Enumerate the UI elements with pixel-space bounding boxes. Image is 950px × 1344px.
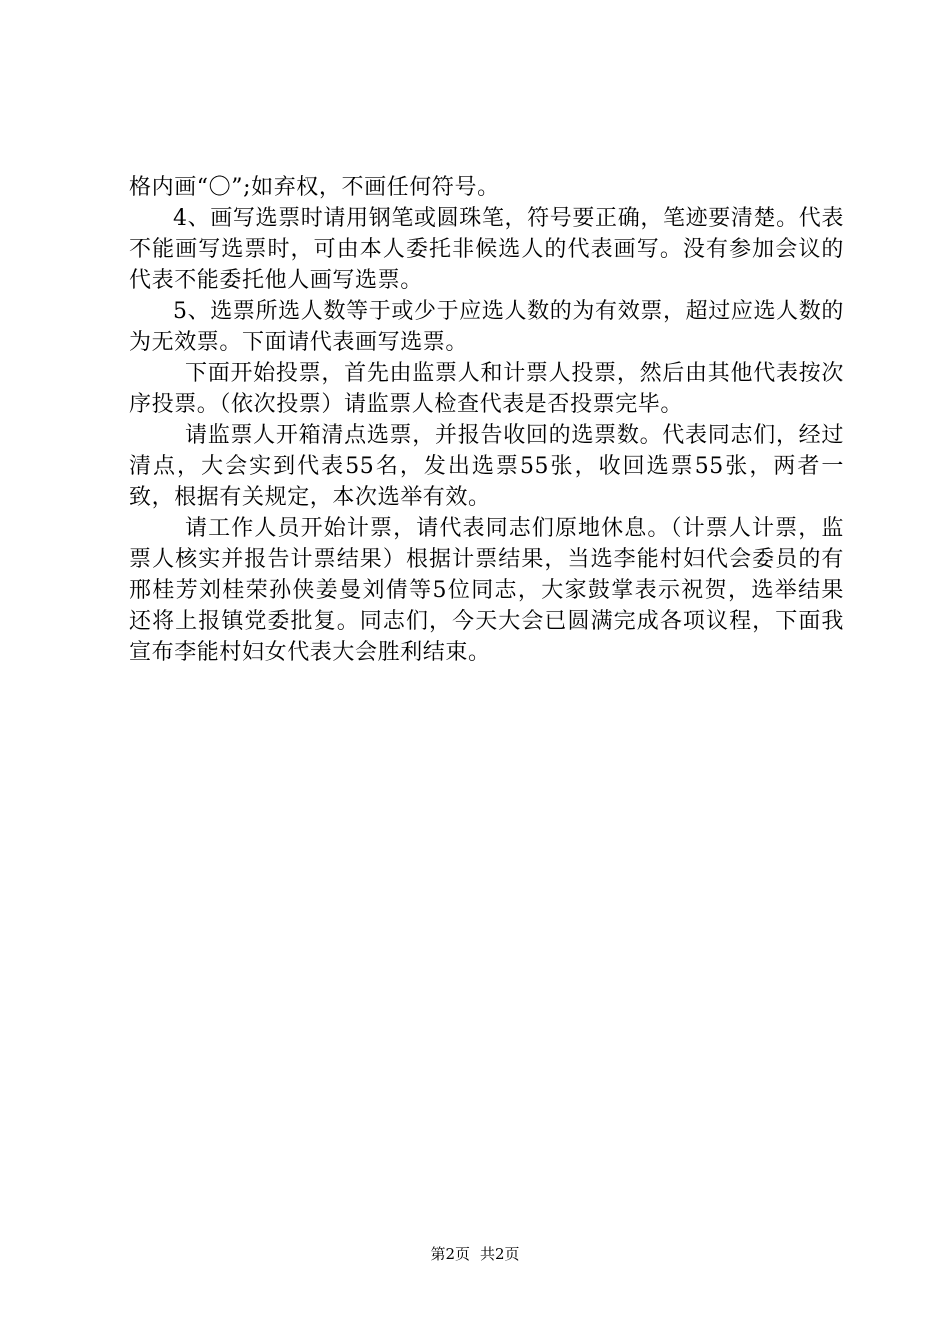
paragraph-writing-instructions: 4、画写选票时请用钢笔或圆珠笔，符号要正确，笔迹要清楚。代表不能画写选票时，可由本人委托非候选人的代表画写。没有参加会议的代表不能委托他人画写选票。	[129, 206, 844, 293]
document-body	[129, 172, 844, 668]
page-footer	[0, 1244, 950, 1264]
paragraph-voting-start: 下面开始投票，首先由监票人和计票人投票，然后由其他代表按次序投票。（依次投票）请监票人检查代表是否投票完毕。	[129, 361, 844, 417]
paragraph-valid-ballot-rule: 5、选票所选人数等于或少于应选人数的为有效票，超过应选人数的为无效票。下面请代表画写选票。	[129, 299, 844, 355]
page-total: 共2页	[480, 1245, 520, 1263]
paragraph-ballot-marking: 格内画“〇”;如弃权，不画任何符号。	[129, 175, 500, 200]
paragraph-election-result: 请工作人员开始计票，请代表同志们原地休息。（计票人计票，监票人核实并报告计票结果）根据计票结果，当选李能村妇代会委员的有邢桂芳刘桂荣孙侠姜曼刘倩等5位同志，大家鼓掌表示祝贺，选举结果还将上报镇党委批复。同志们，今天大会已圆满完成各项议程，下面我宣布李能村妇女代表大会胜利结束。	[129, 516, 844, 665]
page-number: 第2页	[430, 1245, 470, 1263]
paragraph-ballot-count: 请监票人开箱清点选票，并报告收回的选票数。代表同志们，经过清点，大会实到代表55名，发出选票55张，收回选票55张，两者一致，根据有关规定，本次选举有效。	[129, 423, 844, 510]
